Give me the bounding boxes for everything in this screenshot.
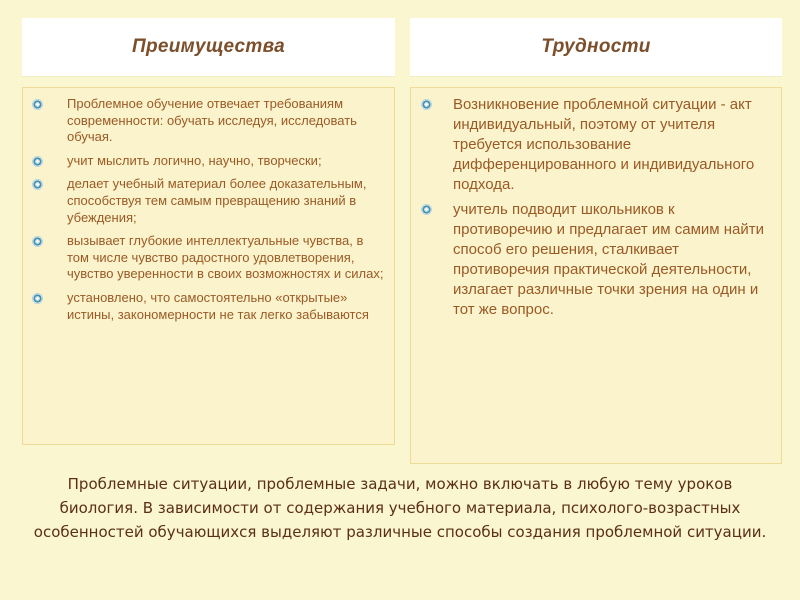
advantages-item <box>29 176 388 226</box>
difficulties-header <box>410 18 782 76</box>
advantages-title: Преимущества <box>131 36 285 57</box>
difficulties-list <box>417 95 775 320</box>
advantages-column <box>22 18 395 445</box>
summary-paragraph: Проблемные ситуации, проблемные задачи, можно включать в любую тему уроков биология. В зависимости от содержания учебного материала, психолого-возрастных особенностей обучающихся выделяют различные способы создания проблемной ситуации. <box>33 475 767 541</box>
advantages-item <box>29 153 388 170</box>
advantages-item <box>29 233 388 283</box>
bullet-icon <box>422 205 431 214</box>
bullet-icon <box>33 100 42 109</box>
advantages-item-text: установлено, что самостоятельно «открытые» истины, закономерности не так легко забываются <box>67 289 369 322</box>
advantages-item <box>29 96 388 146</box>
advantages-header <box>22 18 395 76</box>
advantages-item-text: делает учебный материал более доказательным, способствуя тем самым превращению знаний в убеждения; <box>67 176 367 225</box>
difficulties-column <box>410 18 782 464</box>
difficulties-title: Трудности <box>541 36 651 57</box>
difficulties-item <box>417 200 775 320</box>
bullet-icon <box>33 157 42 166</box>
advantages-body <box>22 87 395 445</box>
advantages-item <box>29 290 388 323</box>
advantages-item-text: учит мыслить логично, научно, творчески; <box>67 152 322 168</box>
difficulties-item <box>417 95 775 195</box>
bullet-icon <box>33 294 42 303</box>
bullet-icon <box>33 180 42 189</box>
difficulties-body <box>410 87 782 464</box>
bullet-icon <box>422 100 431 109</box>
bullet-icon <box>33 237 42 246</box>
advantages-item-text: вызывает глубокие интеллектуальные чувства, в том числе чувство радостного удовлетворения, чувство уверенности в своих возможностях и силах; <box>67 233 384 282</box>
difficulties-item-text: учитель подводит школьников к противоречию и предлагает им самим найти способ его решения, сталкивает противоречия практической деятельности, излагает различные точки зрения на один и тот же вопрос. <box>453 201 765 318</box>
difficulties-item-text: Возникновение проблемной ситуации - акт индивидуальный, поэтому от учителя требуется использование дифференцированного и индивидуального подхода. <box>453 96 755 193</box>
advantages-item-text: Проблемное обучение отвечает требованиям современности: обучать исследуя, исследовать обучая. <box>67 96 357 145</box>
advantages-list <box>29 96 388 323</box>
